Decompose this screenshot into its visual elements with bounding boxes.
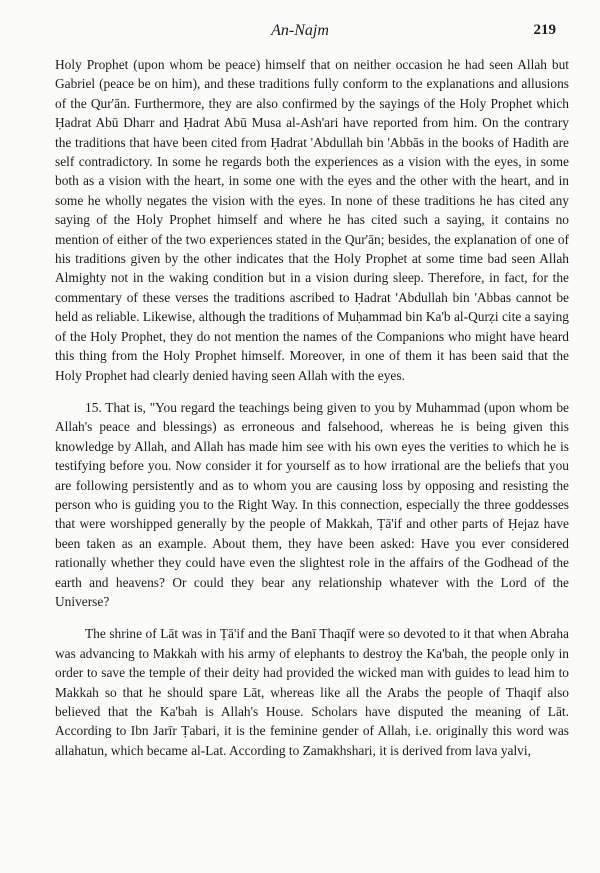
running-title: An-Najm <box>271 22 329 39</box>
paragraph-note-15: 15. That is, "You regard the teachings being given to you by Muhammad (upon whom be Allah's peace and blessings) as erroneous and falsehood, whereas he is being given this knowledge by Allah, and Allah has made him see with his own eyes the verities to which he is testifying before you. Now consider it for yourself as to how irrational are the beliefs that you are following persistently and as to whom you are causing loss by opposing and resisting the person who is guiding you to the Right Way. In this connection, especially the three goddesses that were worshipped generally by the people of Makkah, Ṭā'if and other parts of Ḥejaz have been taken as an example. About them, they have been asked: Have you ever considered rationally whether they could have even the slightest role in the affairs of the Godhead of the earth and heavens? Or could they bear any relationship whatever with the Lord of the Universe? <box>55 399 569 609</box>
page-body <box>55 55 569 760</box>
paragraph-shrine-of-lat: The shrine of Lāt was in Ṭā'if and the Banī Thaqīf were so devoted to it that when Abraha was advancing to Makkah with his army of elephants to destroy the Ka'bah, the people only in order to save the temple of their deity had provided the wicked man with guides to lead him to Makkah so that he should spare Lāt, whereas like all the Arabs the people of Thaqif also believed that the Ka'bah is Allah's House. Scholars have disputed the meaning of Lāt. According to Ibn Jarīr Ṭabari, it is the feminine gender of Allah, i.e. originally this word was allahatun, which became al-Lat. According to Zamakhshari, it is derived from lava yalvi, <box>55 626 569 758</box>
paragraph-continued: Holy Prophet (upon whom be peace) himself that on neither occasion he had seen Allah but Gabriel (peace be on him), and these traditions fully conform to the explanations and allusions of the Qur'ān. Furthermore, they are also confirmed by the sayings of the Holy Prophet which Ḥadrat Abū Dharr and Ḥadrat Abū Musa al-Ash'ari have reported from him. On the contrary the traditions that have been cited from Ḥadrat 'Abdullah bin 'Abbās in the books of Hadith are self contradictory. In some he regards both the experiences as a vision with the eyes, in some both as a vision with the heart, in some one with the eyes and the other with the heart, and in some he wholly negates the vision with the eyes. In none of these traditions he has cited any saying of the Holy Prophet himself and where he has cited such a saying, it contains no mention of either of the two experiences stated in the Qur'ān; besides, the explanation of one of his traditions given by the other indicates that the Holy Prophet at some time bad seen Allah Almighty not in the waking condition but in a vision during sleep. Therefore, in fact, for the commentary of these verses the traditions ascribed to Ḥadrat 'Abdullah bin 'Abbas cannot be held as reliable. Likewise, although the traditions of Muḥammad bin Ka'b al-Qurẓi cite a saying of the Holy Prophet, they do not mention the names of the Companions who might have heard this thing from the Holy Prophet himself. Moreover, in one of them it has been said that the Holy Prophet had clearly denied having seen Allah with the eyes. <box>55 57 569 383</box>
running-header <box>0 20 600 44</box>
page-number: 219 <box>533 22 556 38</box>
